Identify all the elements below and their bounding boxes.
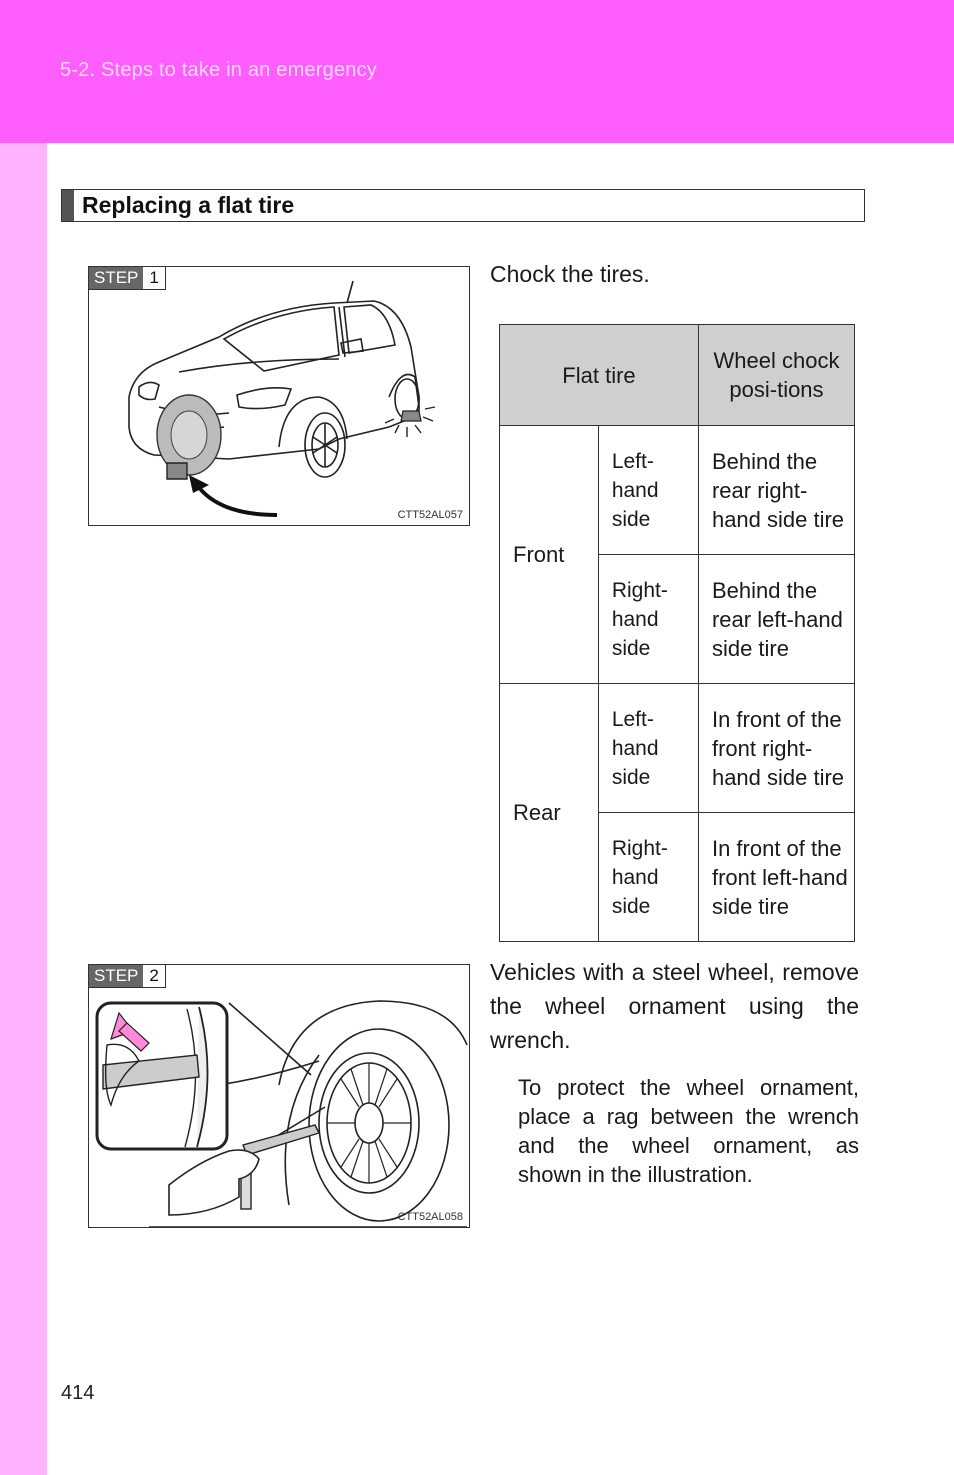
table-header-row <box>500 325 855 426</box>
table-cell-position: In front of the front left-hand side tire <box>698 813 854 942</box>
breadcrumb: 5-2. Steps to take in an emergency <box>60 59 377 81</box>
table-group-front: Front <box>500 426 599 684</box>
step2-text: Vehicles with a steel wheel, remove the wheel ornament using the wrench. <box>490 959 859 1053</box>
step1-figure-code: CTT52AL057 <box>397 509 463 521</box>
table-header-chock-positions: Wheel chock posi-tions <box>698 325 854 426</box>
table-cell-position: Behind the rear left-hand side tire <box>698 555 854 684</box>
table-cell-position: In front of the front right-hand side tire <box>698 684 854 813</box>
section-title: Replacing a flat tire <box>82 192 295 218</box>
step2-label: STEP <box>89 965 143 987</box>
table-cell-side: Right-hand side <box>598 813 698 942</box>
step2-figure-code: CTT52AL058 <box>397 1211 463 1223</box>
car-chock-illustration <box>89 267 469 525</box>
page-number: 414 <box>61 1382 95 1404</box>
step1-number: 1 <box>143 267 164 289</box>
wheel-chock-table <box>499 324 855 942</box>
step1-label: STEP <box>89 267 143 289</box>
step2-note: To protect the wheel ornament, place a rag between the wrench and the wheel ornament, as shown in the illustration. <box>518 1075 859 1187</box>
table-group-rear: Rear <box>500 684 599 942</box>
table-header-flat-tire: Flat tire <box>500 325 699 426</box>
step1-figure <box>88 266 470 526</box>
step2-number: 2 <box>143 965 164 987</box>
step1-text: Chock the tires. <box>490 261 650 287</box>
wheel-ornament-illustration <box>89 965 469 1227</box>
table-cell-position: Behind the rear right-hand side tire <box>698 426 854 555</box>
table-row <box>500 426 855 555</box>
step2-figure <box>88 964 470 1228</box>
section-title-bar <box>62 190 74 221</box>
side-band <box>0 143 47 1475</box>
table-cell-side: Left-hand side <box>598 426 698 555</box>
section-title-box <box>61 189 865 222</box>
table-cell-side: Right-hand side <box>598 555 698 684</box>
table-row <box>500 684 855 813</box>
table-cell-side: Left-hand side <box>598 684 698 813</box>
